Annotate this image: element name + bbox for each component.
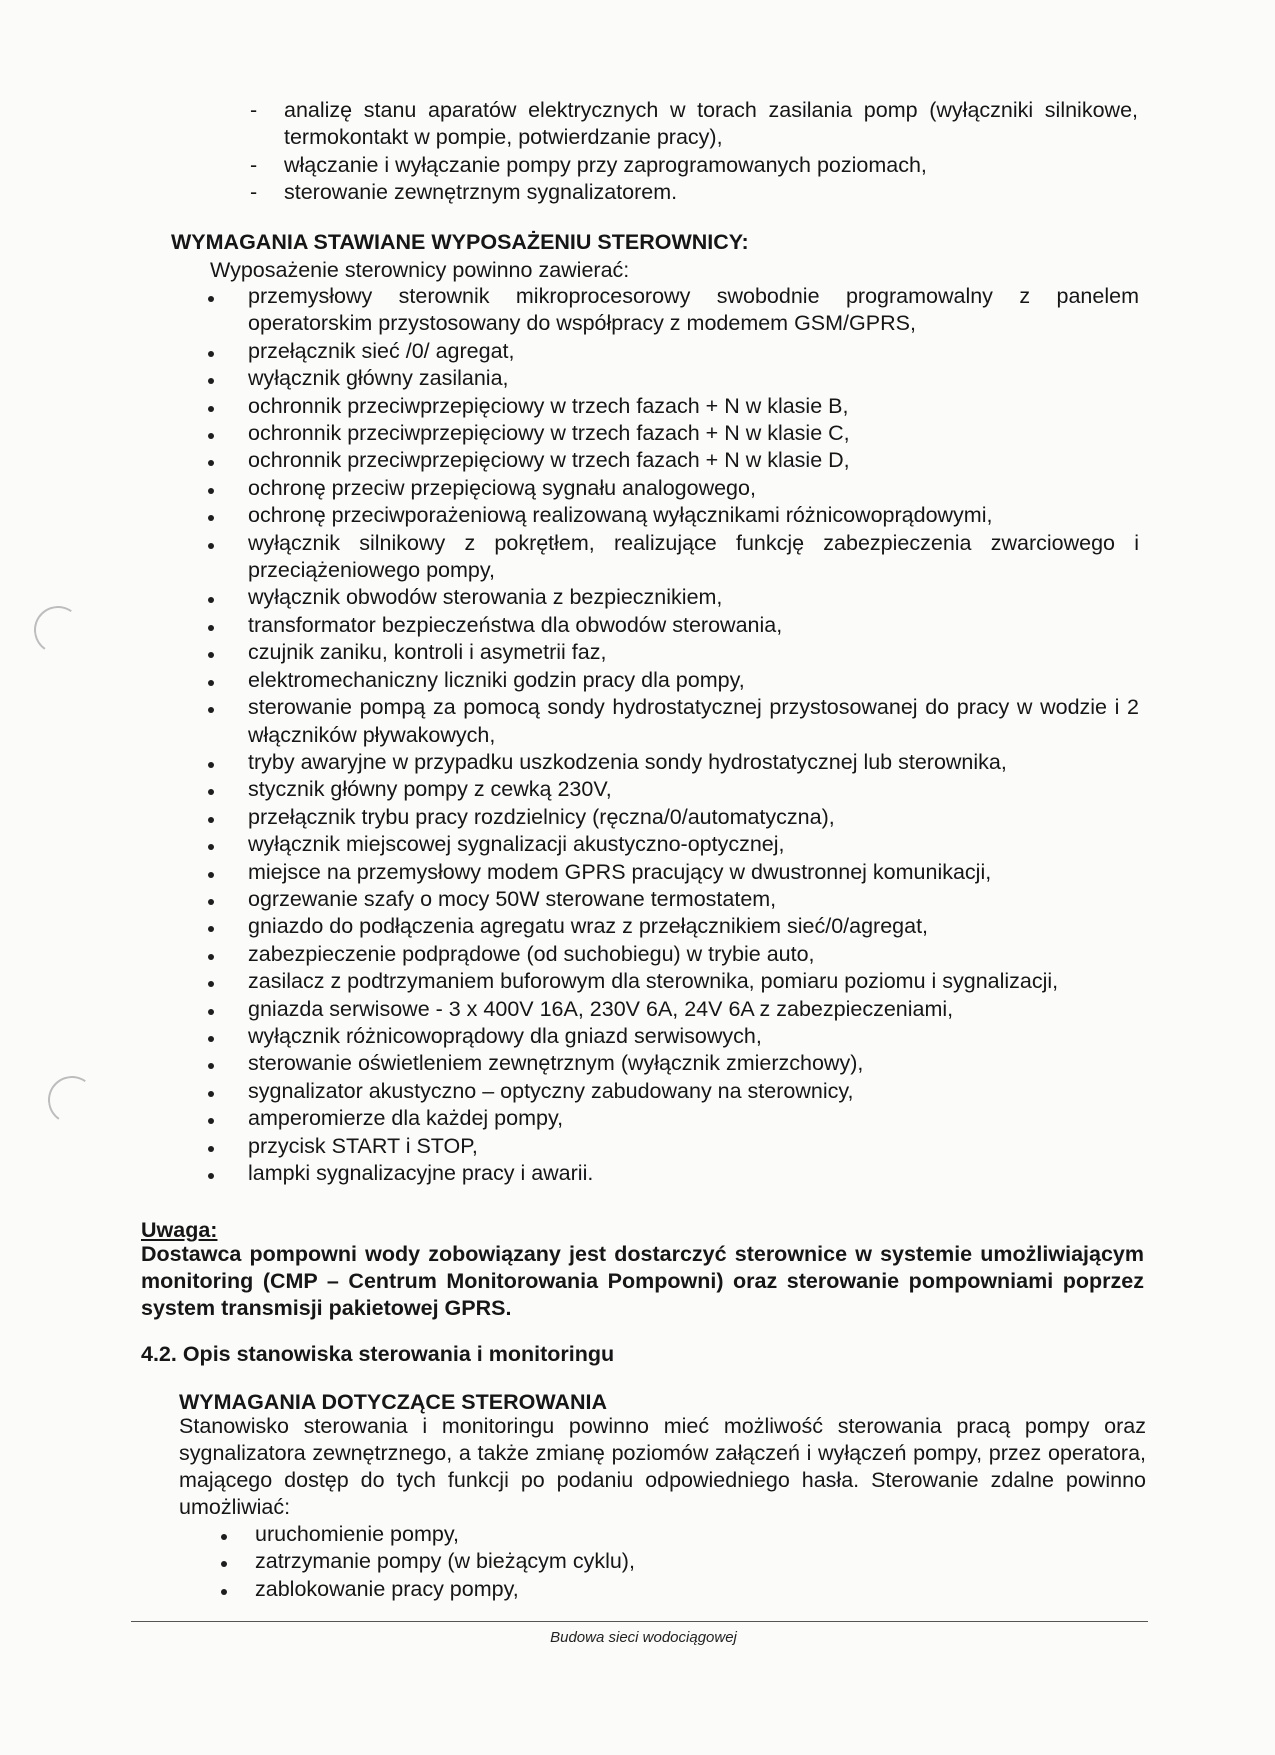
list-item: wyłącznik różnicowoprądowy dla gniazd serwisowych, bbox=[208, 1023, 1139, 1050]
list-item: czujnik zaniku, kontroli i asymetrii faz, bbox=[208, 639, 1139, 666]
dash-list bbox=[250, 97, 1138, 207]
list-item: sterowanie pompą za pomocą sondy hydrostatycznej przystosowanej do pracy w wodzie i 2 włączników pływakowych, bbox=[208, 694, 1139, 749]
list-item: - włączanie i wyłączanie pompy przy zaprogramowanych poziomach, bbox=[250, 152, 1138, 179]
list-item: gniazdo do podłączenia agregatu wraz z przełącznikiem sieć/0/agregat, bbox=[208, 913, 1139, 940]
list-item: przemysłowy sterownik mikroprocesorowy swobodnie programowalny z panelem operatorskim przystosowany do współpracy z modemem GSM/GPRS, bbox=[208, 283, 1139, 338]
footer-text: Budowa sieci wodociągowej bbox=[550, 1629, 737, 1646]
list-item: zatrzymanie pompy (w bieżącym cyklu), bbox=[221, 1548, 1121, 1575]
list-item: miejsce na przemysłowy modem GPRS pracujący w dwustronnej komunikacji, bbox=[208, 859, 1139, 886]
list-item: transformator bezpieczeństwa dla obwodów sterowania, bbox=[208, 612, 1139, 639]
control-heading: WYMAGANIA DOTYCZĄCE STEROWANIA bbox=[179, 1390, 607, 1414]
list-item: gniazda serwisowe - 3 x 400V 16A, 230V 6A, 24V 6A z zabezpieczeniami, bbox=[208, 996, 1139, 1023]
list-item: stycznik główny pompy z cewką 230V, bbox=[208, 776, 1139, 803]
list-item: ogrzewanie szafy o mocy 50W sterowane termostatem, bbox=[208, 886, 1139, 913]
note-label: Uwaga: bbox=[141, 1218, 218, 1242]
list-item: przełącznik sieć /0/ agregat, bbox=[208, 338, 1139, 365]
list-item: ochronę przeciw przepięciową sygnału analogowego, bbox=[208, 475, 1139, 502]
equipment-intro: Wyposażenie sterownicy powinno zawierać: bbox=[210, 258, 630, 282]
section-title: 4.2. Opis stanowiska sterowania i monitoringu bbox=[141, 1342, 615, 1366]
punch-hole-mark bbox=[30, 602, 86, 658]
list-item: przycisk START i STOP, bbox=[208, 1133, 1139, 1160]
note-text: Dostawca pompowni wody zobowiązany jest dostarczyć sterownice w systemie umożliwiającym monitoring (CMP – Centrum Monitorowania Pompowni) oraz sterowanie pompowniami poprzez system transmisji pakietowej GPRS. bbox=[141, 1242, 1144, 1320]
list-item: wyłącznik silnikowy z pokrętłem, realizujące funkcję zabezpieczenia zwarciowego i przeciążeniowego pompy, bbox=[208, 530, 1139, 585]
control-list bbox=[221, 1521, 1121, 1603]
list-item: - sterowanie zewnętrznym sygnalizatorem. bbox=[250, 179, 1138, 206]
list-item: zabezpieczenie podprądowe (od suchobiegu) w trybie auto, bbox=[208, 941, 1139, 968]
list-item: zablokowanie pracy pompy, bbox=[221, 1576, 1121, 1603]
list-item: ochronnik przeciwprzepięciowy w trzech fazach + N w klasie C, bbox=[208, 420, 1139, 447]
list-item: ochronnik przeciwprzepięciowy w trzech fazach + N w klasie B, bbox=[208, 393, 1139, 420]
list-item: sterowanie oświetleniem zewnętrznym (wyłącznik zmierzchowy), bbox=[208, 1050, 1139, 1077]
list-item: uruchomienie pompy, bbox=[221, 1521, 1121, 1548]
list-item: ochronę przeciwporażeniową realizowaną wyłącznikami różnicowoprądowymi, bbox=[208, 502, 1139, 529]
list-item: - analizę stanu aparatów elektrycznych w torach zasilania pomp (wyłączniki silnikowe, termokontakt w pompie, potwierdzanie pracy), bbox=[250, 97, 1138, 152]
list-item: lampki sygnalizacyjne pracy i awarii. bbox=[208, 1160, 1139, 1187]
punch-hole-mark bbox=[44, 1072, 100, 1128]
equipment-list bbox=[208, 283, 1139, 1187]
list-item: sygnalizator akustyczno – optyczny zabudowany na sterownicy, bbox=[208, 1078, 1139, 1105]
list-item: przełącznik trybu pracy rozdzielnicy (ręczna/0/automatyczna), bbox=[208, 804, 1139, 831]
list-item: elektromechaniczny liczniki godzin pracy dla pompy, bbox=[208, 667, 1139, 694]
equipment-heading: WYMAGANIA STAWIANE WYPOSAŻENIU STEROWNICY: bbox=[171, 230, 749, 254]
list-item: tryby awaryjne w przypadku uszkodzenia sondy hydrostatycznej lub sterownika, bbox=[208, 749, 1139, 776]
list-item: ochronnik przeciwprzepięciowy w trzech fazach + N w klasie D, bbox=[208, 447, 1139, 474]
list-item: wyłącznik główny zasilania, bbox=[208, 365, 1139, 392]
control-description: Stanowisko sterowania i monitoringu powinno mieć możliwość sterowania pracą pompy oraz sygnalizatora zewnętrznego, a także zmianę poziomów załączeń i wyłączeń pompy, przez operatora, mającego dostęp do tych funkcji po podaniu odpowiedniego hasła. Sterowanie zdalne powinno umożliwiać: bbox=[179, 1414, 1146, 1519]
list-item: zasilacz z podtrzymaniem buforowym dla sterownika, pomiaru poziomu i sygnalizacji, bbox=[208, 968, 1139, 995]
list-item: wyłącznik obwodów sterowania z bezpiecznikiem, bbox=[208, 584, 1139, 611]
list-item: wyłącznik miejscowej sygnalizacji akustyczno-optycznej, bbox=[208, 831, 1139, 858]
list-item: amperomierze dla każdej pompy, bbox=[208, 1105, 1139, 1132]
footer-rule bbox=[131, 1621, 1148, 1622]
